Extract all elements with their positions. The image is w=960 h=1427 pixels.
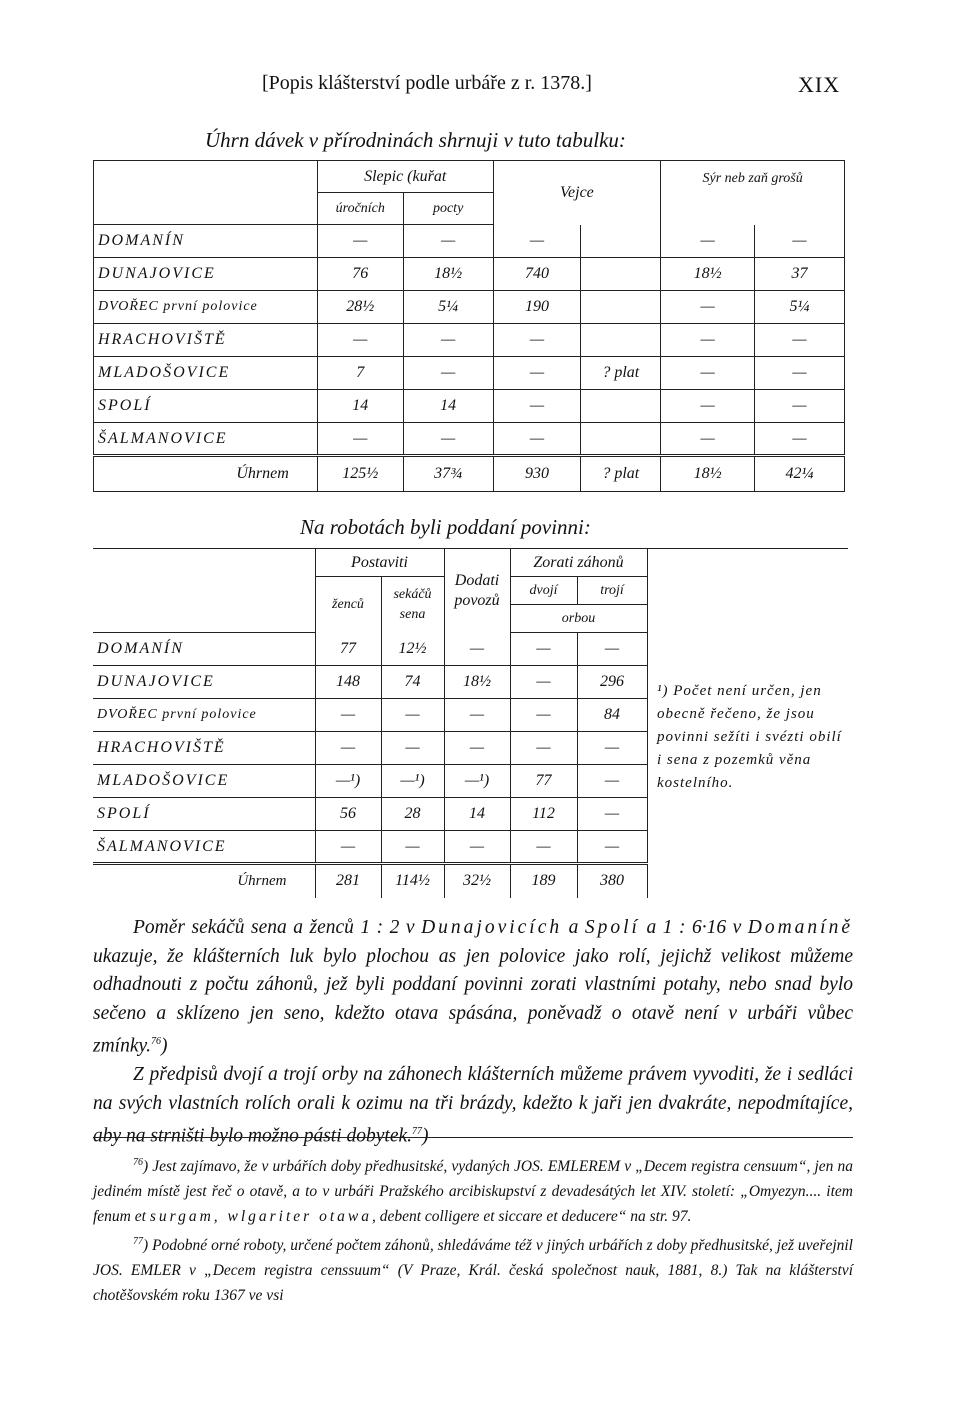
header-dodati: Dodati povozů (444, 549, 510, 633)
cell: — (661, 291, 755, 324)
row-name: MLADOŠOVICE (94, 357, 318, 390)
footnote-ref: 77 (412, 1126, 423, 1137)
cell: — (493, 390, 581, 423)
header-slepic: Slepic (kuřat (317, 161, 493, 193)
cell (581, 291, 661, 324)
table-row (93, 798, 848, 831)
cell: —¹) (444, 765, 510, 798)
cell: — (510, 666, 577, 699)
text: a (562, 917, 585, 938)
cell: — (577, 765, 647, 798)
table1-intro: Úhrn dávek v přírodninách shrnuji v tuto tabulku: (205, 128, 626, 152)
row-name: SPOLÍ (93, 798, 315, 831)
cell: — (315, 732, 381, 765)
table2-intro: Na robotách byli poddaní povinni: (300, 515, 591, 539)
cell: — (510, 699, 577, 732)
cell: 32½ (444, 864, 510, 898)
total-label: Úhrnem (237, 872, 287, 889)
cell: 76 (317, 258, 403, 291)
cell: 28 (381, 798, 444, 831)
footnote-76 (93, 1150, 853, 1229)
footnotes (93, 1150, 853, 1308)
row-name: DUNAJOVICE (94, 258, 318, 291)
spaced-text: Spolí (584, 917, 640, 938)
cell: 84 (577, 699, 647, 732)
cell: — (661, 225, 755, 258)
cell: — (444, 633, 510, 666)
footnote-divider (93, 1137, 853, 1138)
row-name: HRACHOVIŠTĚ (94, 324, 318, 357)
cell: — (403, 225, 493, 258)
row-name: MLADOŠOVICE (93, 765, 315, 798)
cell: — (381, 732, 444, 765)
cell: — (493, 324, 581, 357)
header-urocnich: úročních (317, 193, 403, 225)
header-postaviti: Postaviti (315, 549, 444, 577)
cell (581, 225, 661, 258)
row-name: HRACHOVIŠTĚ (93, 732, 315, 765)
cell: 18½ (444, 666, 510, 699)
spaced-text: Dunajovicích (421, 917, 563, 938)
cell: 18½ (661, 258, 755, 291)
cell: — (510, 831, 577, 864)
cell: 5¼ (403, 291, 493, 324)
cell: — (317, 324, 403, 357)
cell: 18½ (661, 456, 755, 492)
cell: ? plat (581, 456, 661, 492)
cell: 930 (493, 456, 581, 492)
row-name: SPOLÍ (94, 390, 318, 423)
running-title: [Popis klášterství podle urbáře z r. 1378.] (262, 72, 592, 94)
text: ukazuje, že klášterních luk bylo plochou as jen polovice jako rolí, jejichž velikost můžeme odhadnouti z počtu záhonů, jež byli poddaní povinni zorati vlastními potahy, nebo snad bylo sečeno a sklízeno jen seno, kdežto otava spásána, poněvadž o otavě není v urbáři vůbec zmínky. (93, 945, 853, 1057)
cell: — (661, 390, 755, 423)
header-dvoji: dvojí (510, 577, 577, 605)
cell: 77 (315, 633, 381, 666)
cell: — (381, 699, 444, 732)
text: , debent colligere et siccare et deducere“ na str. 97. (371, 1208, 692, 1226)
cell: — (755, 390, 845, 423)
cell: — (493, 225, 581, 258)
text: ) (422, 1125, 429, 1147)
spaced-text: Domaníně (747, 917, 853, 938)
row-name: DVOŘEC první polovice (94, 291, 318, 324)
cell: 14 (444, 798, 510, 831)
cell: 14 (317, 390, 403, 423)
footnote-mark: 77 (133, 1236, 143, 1248)
body-text (93, 914, 853, 1151)
cell: 14 (403, 390, 493, 423)
text: ) Podobné orné roboty, určené počtem záhonů, shledáváme též v jiných urbářích z doby předhusitské, jež uveřejnil JOS. EMLER v „Decem registra censsuum“ (V Praze, Král. česká společnost nauk, 1881, 8.) Tak na klášterství chotěšovském roku 1367 ve vsi (93, 1237, 853, 1305)
row-name: DVOŘEC první polovice (93, 699, 315, 732)
cell: — (577, 831, 647, 864)
header-zencu: ženců (315, 577, 381, 633)
cell: — (577, 798, 647, 831)
total-row (94, 456, 845, 492)
cell: —¹) (315, 765, 381, 798)
cell: — (661, 357, 755, 390)
cell: 77 (510, 765, 577, 798)
cell: ? plat (581, 357, 661, 390)
cell: — (577, 633, 647, 666)
cell: 5¼ (755, 291, 845, 324)
table-row (94, 423, 845, 456)
table-row (93, 633, 848, 666)
cell: 380 (577, 864, 647, 898)
paragraph (93, 914, 853, 1061)
cell: 74 (381, 666, 444, 699)
cell: 37 (755, 258, 845, 291)
cell: — (403, 357, 493, 390)
cell: — (493, 357, 581, 390)
cell: — (755, 324, 845, 357)
footnote-mark: 76 (133, 1157, 143, 1168)
cell (581, 324, 661, 357)
row-name: DOMANÍN (93, 633, 315, 666)
text: Z předpisů dvojí a trojí orby na záhonech klášterních můžeme právem vyvoditi, že i sedláci na svých vlastních rolích orali k ozimu na tři brázdy, kdežto k jaři jen dvakráte, nepodmítajíce, aby na strništi bylo možno pásti dobytek. (93, 1064, 853, 1147)
cell: 740 (493, 258, 581, 291)
cell: — (755, 357, 845, 390)
table-row (94, 225, 845, 258)
header-vejce: Vejce (493, 161, 661, 225)
header-orbou: orbou (510, 605, 647, 633)
cell: — (403, 423, 493, 456)
text: ) (160, 1035, 168, 1057)
cell: 18½ (403, 258, 493, 291)
cell: — (755, 423, 845, 456)
cell: — (381, 831, 444, 864)
header-sekacu: sekáčů sena (381, 577, 444, 633)
header-syr: Sýr neb zaň grošů (661, 161, 845, 225)
cell: — (755, 225, 845, 258)
cell: — (444, 831, 510, 864)
natural-dues-table (93, 160, 845, 492)
cell: 112 (510, 798, 577, 831)
total-row (93, 864, 848, 898)
text: Poměr sekáčů sena a ženců 1 : 2 v (133, 917, 422, 938)
cell (581, 390, 661, 423)
cell: 125½ (317, 456, 403, 492)
cell (581, 258, 661, 291)
cell: — (510, 633, 577, 666)
cell: — (661, 324, 755, 357)
cell: 189 (510, 864, 577, 898)
cell: — (317, 225, 403, 258)
row-name: DUNAJOVICE (93, 666, 315, 699)
text: a 1 : 6·16 v (639, 917, 748, 938)
cell: — (315, 699, 381, 732)
cell: — (510, 732, 577, 765)
cell: 37¾ (403, 456, 493, 492)
header-pocty: pocty (403, 193, 493, 225)
cell: — (493, 423, 581, 456)
cell: 114½ (381, 864, 444, 898)
cell: —¹) (381, 765, 444, 798)
cell (581, 423, 661, 456)
table-row (93, 831, 848, 864)
cell: — (661, 423, 755, 456)
header-zorati: Zorati záhonů (510, 549, 647, 577)
cell: 7 (317, 357, 403, 390)
total-label: Úhrnem (236, 465, 289, 482)
table-footnote: ¹) Počet není určen, jen obecně řečeno, že jsou povinni sežíti i svézti obilí i sena z pozemků věna kostelního. (657, 683, 842, 791)
cell: 42¼ (755, 456, 845, 492)
table-row (94, 324, 845, 357)
text: ) Jest zajímavo, že v urbářích doby předhusitské, vydaných JOS. EMLEREM v „Decem registra censuum“, jen na jediném místě jest řeč o otavě, a to v urbáři Pražského arcibiskupství z devadesátých let XIV. století: „Omyezyn.... item fenum et (93, 1158, 853, 1226)
cell: — (444, 699, 510, 732)
table-row (94, 357, 845, 390)
running-header (0, 72, 960, 102)
cell: 56 (315, 798, 381, 831)
table-row (94, 291, 845, 324)
row-name: ŠALMANOVICE (94, 423, 318, 456)
cell: — (317, 423, 403, 456)
cell: — (444, 732, 510, 765)
table-row (94, 390, 845, 423)
cell: 148 (315, 666, 381, 699)
footnote-77 (93, 1229, 853, 1308)
cell: — (315, 831, 381, 864)
cell: 190 (493, 291, 581, 324)
cell: 12½ (381, 633, 444, 666)
cell: — (403, 324, 493, 357)
cell: 281 (315, 864, 381, 898)
cell: 28½ (317, 291, 403, 324)
page-number: XIX (798, 72, 841, 97)
cell: 296 (577, 666, 647, 699)
row-name: ŠALMANOVICE (93, 831, 315, 864)
header-troji: trojí (577, 577, 647, 605)
table-row (94, 258, 845, 291)
row-name: DOMANÍN (94, 225, 318, 258)
footnote-ref: 76 (150, 1036, 161, 1047)
cell: — (577, 732, 647, 765)
spaced-text: surgam, wlgariter otawa (149, 1208, 372, 1226)
